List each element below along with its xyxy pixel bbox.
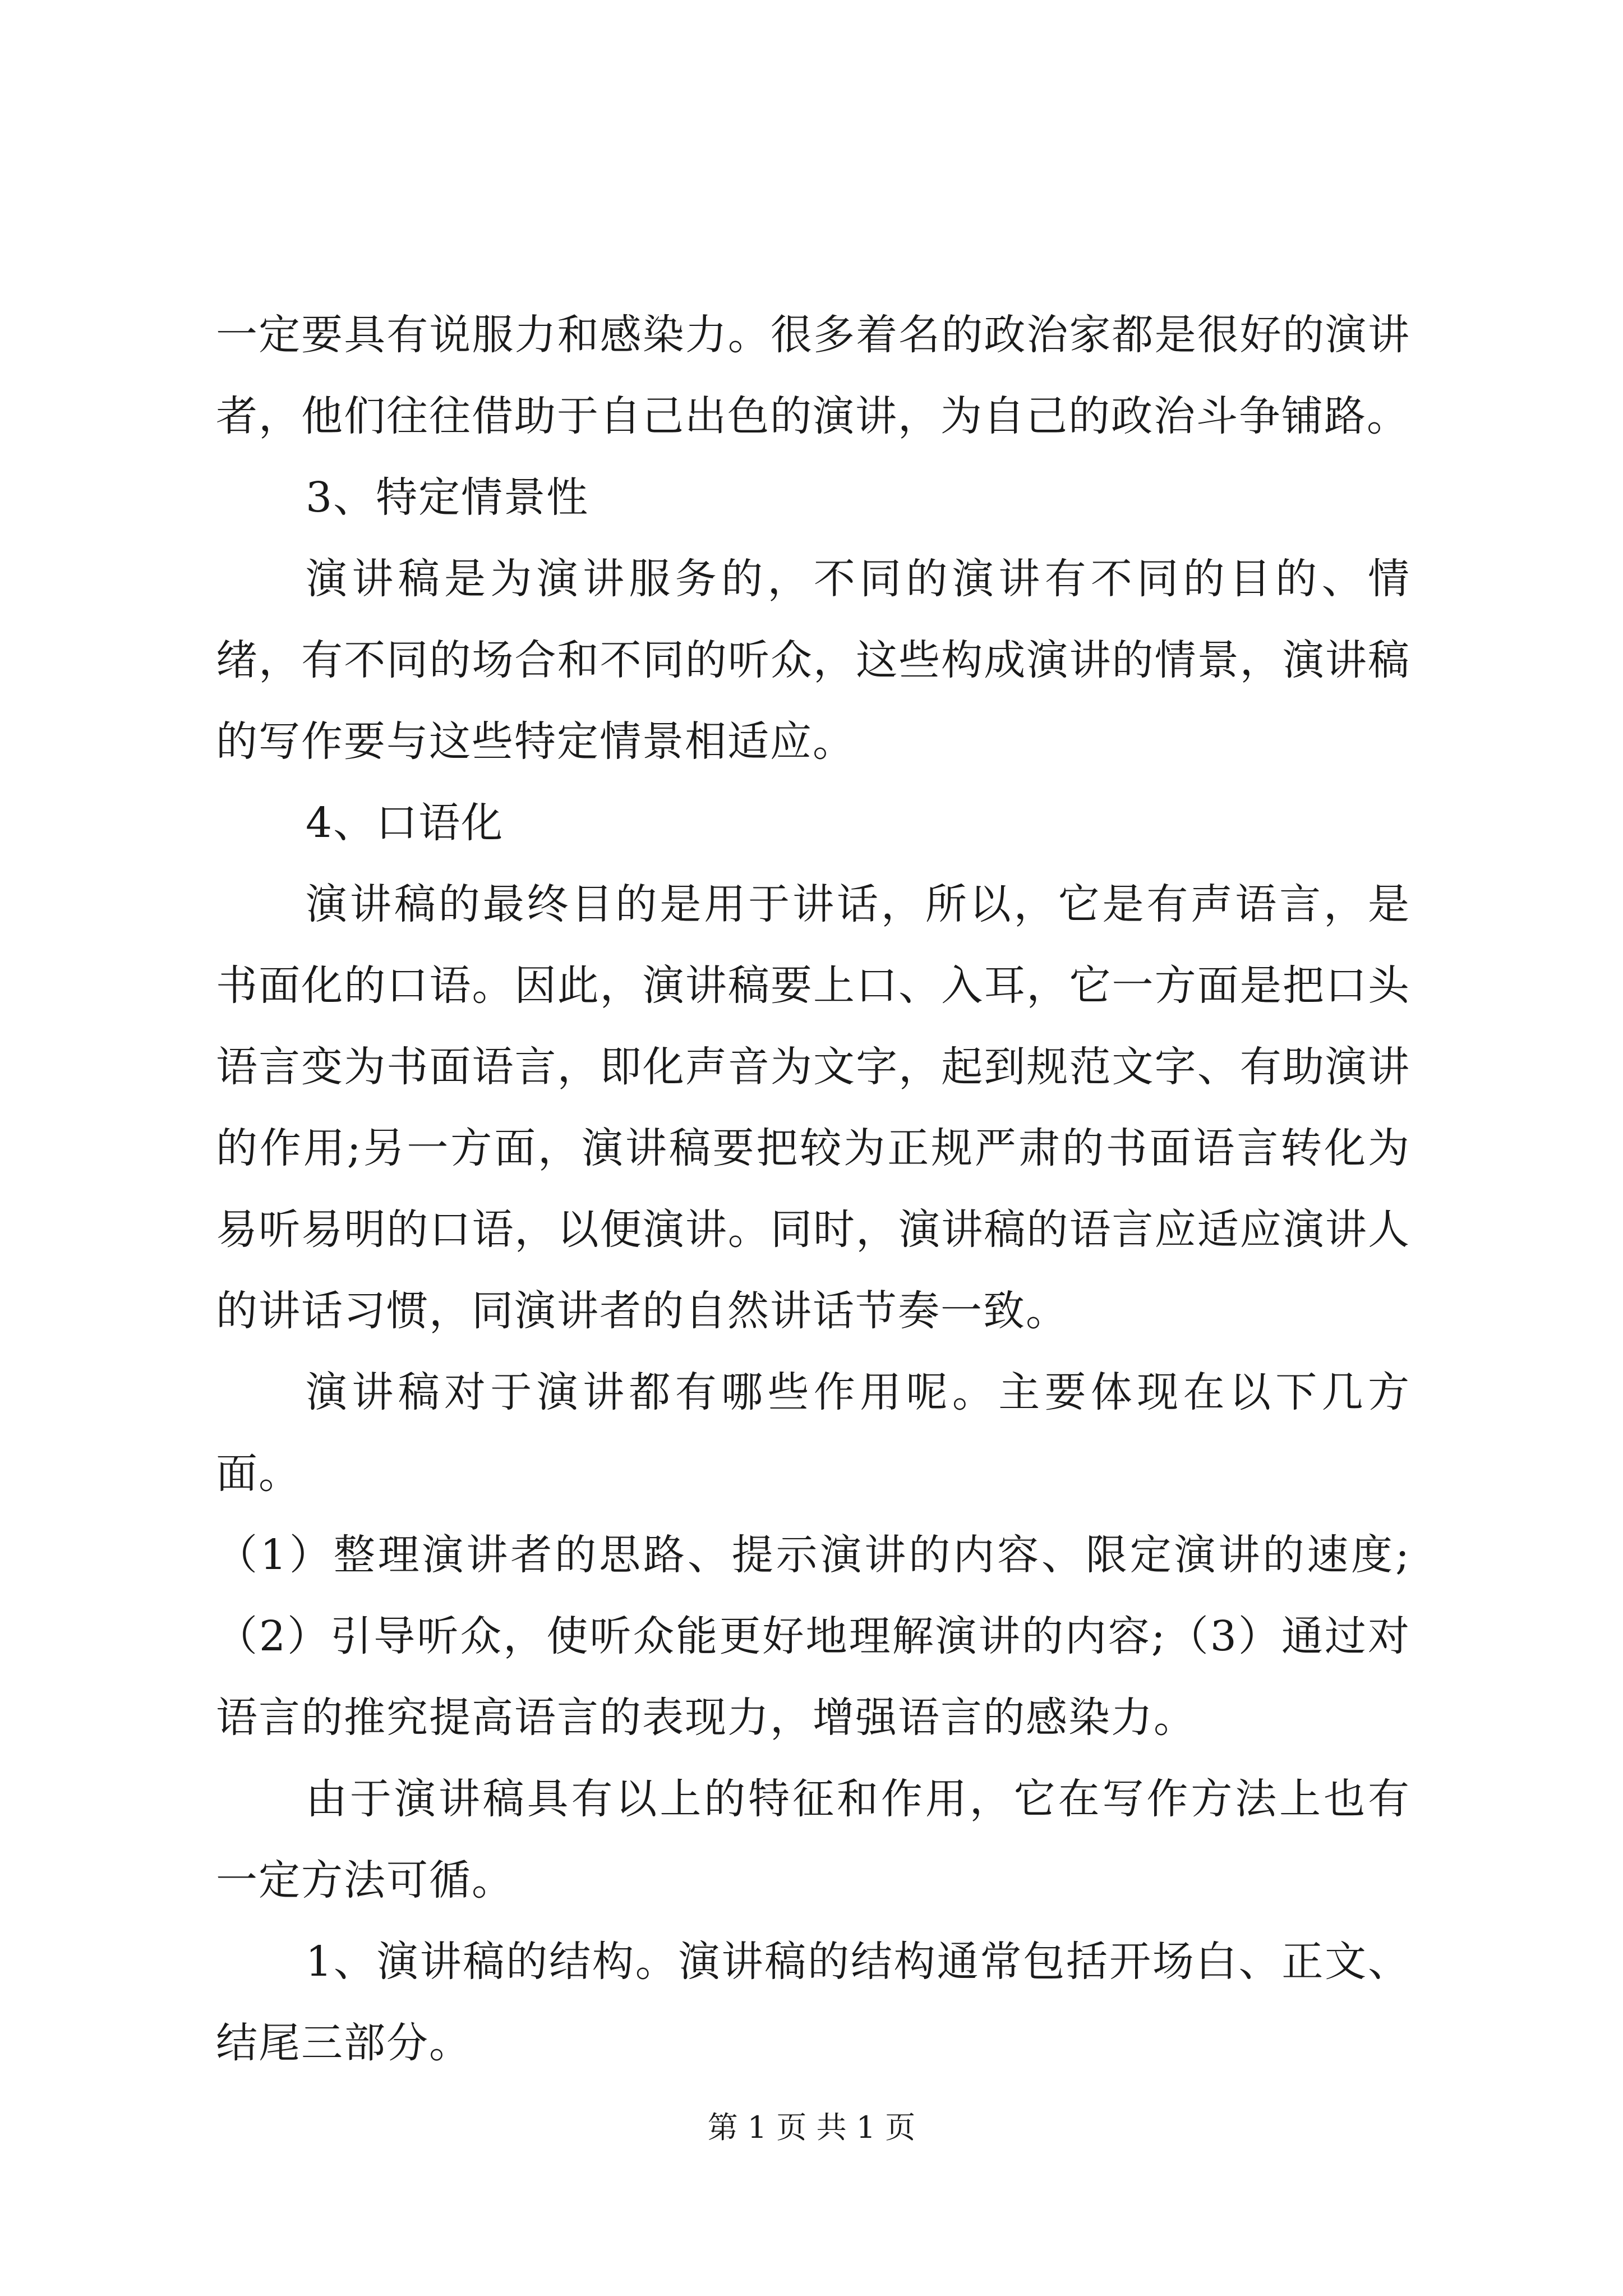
heading-3-situational: 3、特定情景性 <box>306 473 589 522</box>
paragraph-3: 演讲稿的最终目的是用于讲话，所以，它是有声语言，是书面化的口语。因此，演讲稿要上口、入耳，它一方面是把口头语言变为书面语言，即化声音为文字，起到规范文字、有助演讲的作用;另一方面，演讲稿要把较为正规严肃的书面语言转化为易听易明的口语，以便演讲。同时，演讲稿的语言应适应演讲人的讲话习惯，同演讲者的自然讲话节奏一致。 <box>216 880 1410 1335</box>
paragraph-2: 演讲稿是为演讲服务的，不同的演讲有不同的目的、情绪，有不同的场合和不同的听众，这些构成演讲的情景，演讲稿的写作要与这些特定情景相适应。 <box>216 555 1410 766</box>
paragraph-4: 演讲稿对于演讲都有哪些作用呢。主要体现在以下几方面。 <box>216 1368 1410 1498</box>
paragraph-5: （1）整理演讲者的思路、提示演讲的内容、限定演讲的速度;（2）引导听众，使听众能更好地理解演讲的内容;（3）通过对语言的推究提高语言的表现力，增强语言的感染力。 <box>216 1531 1410 1742</box>
document-body <box>216 295 1410 2084</box>
paragraph-6: 由于演讲稿具有以上的特征和作用，它在写作方法上也有一定方法可循。 <box>216 1775 1410 1904</box>
paragraph-7: 1、演讲稿的结构。演讲稿的结构通常包括开场白、正文、结尾三部分。 <box>216 1938 1410 2067</box>
heading-4-colloquial: 4、口语化 <box>306 799 504 847</box>
page-footer: 第 1 页 共 1 页 <box>707 2110 916 2145</box>
paragraph-1: 一定要具有说服力和感染力。很多着名的政治家都是很好的演讲者，他们往往借助于自己出色的演讲，为自己的政治斗争铺路。 <box>216 311 1410 440</box>
